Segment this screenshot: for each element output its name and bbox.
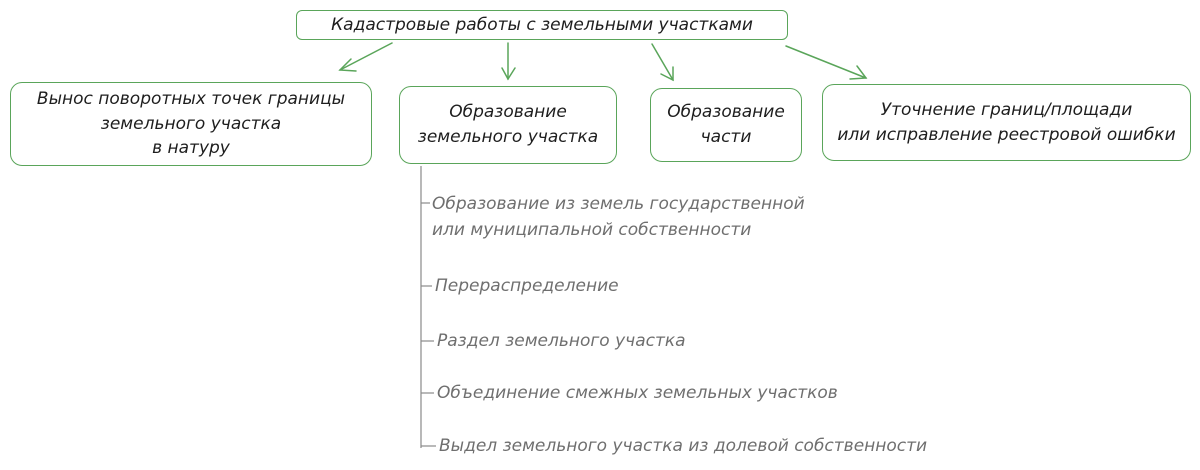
- arrow-to-branch-1: [340, 43, 392, 70]
- sub-item-1-line-2: или муниципальной собственности: [432, 219, 752, 240]
- branch-3-line-1: Образование: [667, 102, 785, 123]
- branch-2-line-1: Образование: [449, 102, 567, 123]
- branch-node-part-formation: [650, 88, 802, 162]
- sub-item-5-line-1: Выдел земельного участка из долевой собственности: [439, 436, 928, 456]
- root-label: Кадастровые работы с земельными участками: [331, 14, 753, 35]
- branch-2-line-2: земельного участка: [417, 127, 599, 147]
- branch-node-stakeout: [10, 82, 372, 166]
- branch-3-line-2: части: [700, 127, 752, 147]
- branch-node-land-formation: [399, 86, 617, 164]
- branch-4-line-2: или исправление реестровой ошибки: [837, 124, 1176, 145]
- sub-item-1-line-1: Образование из земель государственной: [432, 194, 805, 214]
- sub-item-merger: [437, 381, 838, 407]
- branch-4-line-1: Уточнение границ/площади: [880, 99, 1133, 120]
- sub-item-2-line-1: Перераспределение: [435, 276, 619, 296]
- sub-item-allocation: [439, 434, 927, 460]
- branch-1-line-2: земельного участка: [100, 113, 282, 134]
- arrow-to-branch-4: [786, 46, 866, 78]
- sub-item-4-line-1: Объединение смежных земельных участков: [437, 383, 838, 403]
- sub-item-division: [437, 329, 686, 355]
- branch-node-boundary-clarification: [822, 84, 1191, 161]
- sub-item-state-land: [432, 192, 805, 243]
- branch-1-line-1: Вынос поворотных точек границы: [36, 89, 346, 110]
- sub-item-3-line-1: Раздел земельного участка: [437, 331, 686, 351]
- sub-item-redistribution: [435, 274, 619, 300]
- branch-1-line-3: в натуру: [152, 138, 230, 159]
- root-node: [296, 10, 788, 40]
